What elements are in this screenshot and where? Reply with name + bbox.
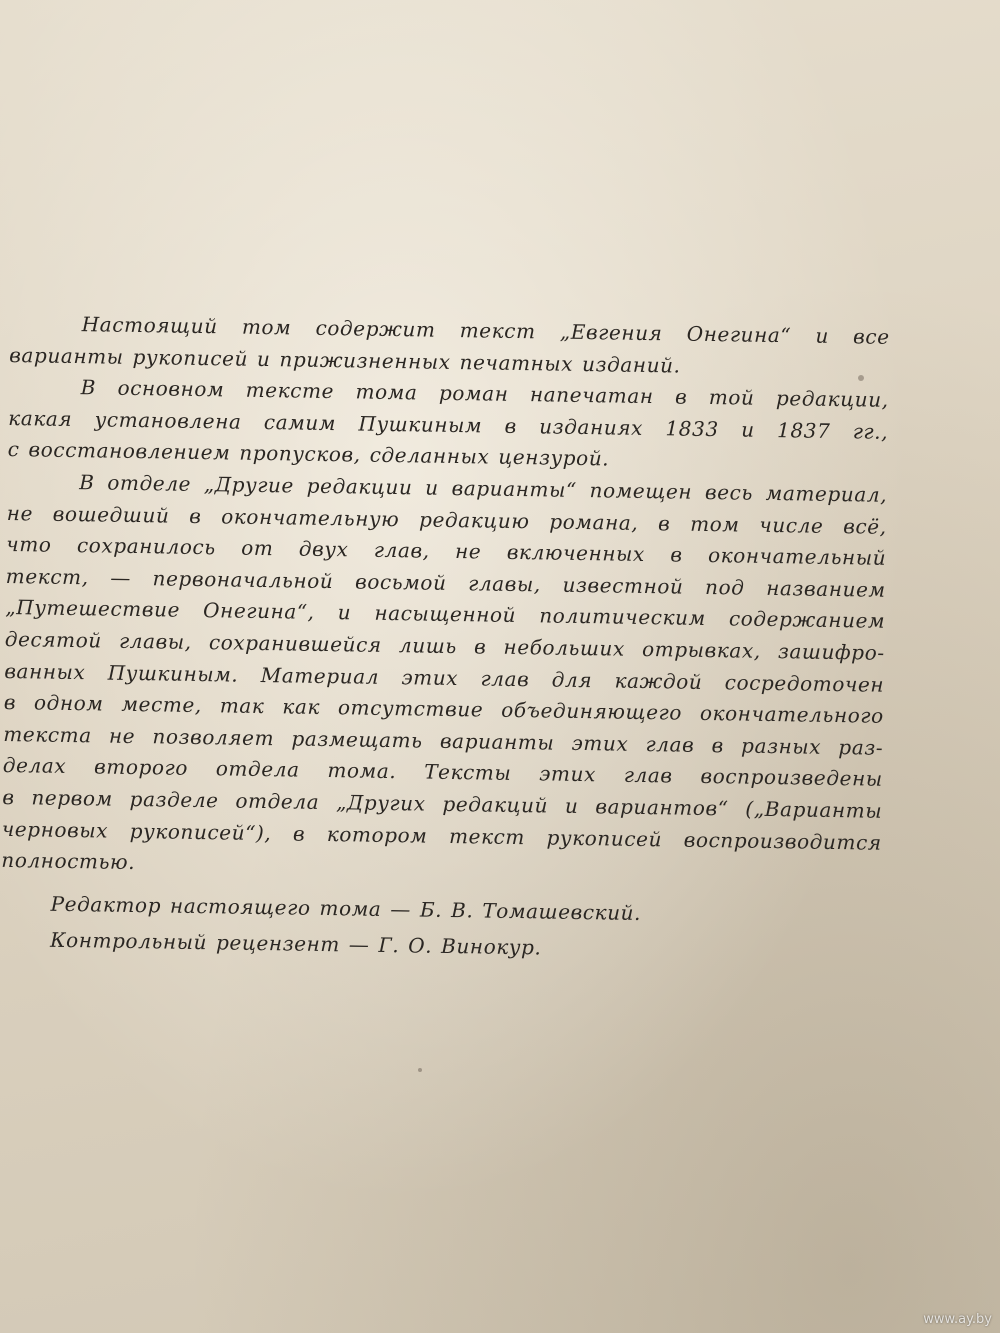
reviewer-credit: Контрольный рецензент — Г. О. Винокур. — [49, 927, 542, 960]
text-line: какая установлена самим Пушкиным в изданиях 1833 и 1837 гг., — [8, 405, 889, 444]
text-line: в первом разделе отдела „Других редакций и вариантов“ („Варианты — [2, 784, 883, 823]
text-line: варианты рукописей и прижизненных печатных изданий. — [9, 342, 681, 378]
text-line: что сохранилось от двух глав, не включенных в окончательный — [6, 532, 887, 570]
text-line: делах второго отдела тома. Тексты этих глав воспроизведены — [2, 753, 883, 792]
text-line: ванных Пушкиным. Материал этих глав для каждой сосредоточен — [4, 658, 885, 697]
text-line: с восстановлением пропусков, сделанных цензурой. — [7, 437, 610, 471]
paper-spot — [858, 375, 864, 381]
text-line: полностью. — [1, 848, 136, 875]
text-line: В основном тексте тома роман напечатан в той редакции, — [80, 375, 889, 412]
editor-credit: Редактор настоящего тома — Б. В. Томашевский. — [50, 891, 642, 925]
site-watermark: www.ay.by — [923, 1312, 992, 1327]
text-line: не вошедший в окончательную редакцию романа, в том числе всё, — [6, 500, 887, 539]
text-line: Настоящий том содержит текст „Евгения Онегина“ и все — [81, 312, 890, 349]
text-line: В отделе „Другие редакции и варианты“ помещен весь материал, — [79, 470, 888, 507]
text-line: черновых рукописей“), в котором текст рукописей воспроизводится — [1, 816, 882, 855]
paper-spot — [418, 1068, 422, 1072]
text-line: „Путешествие Онегина“, и насыщенной политическим содержанием — [5, 595, 886, 634]
page-text — [0, 308, 890, 970]
text-line: текста не позволяет размещать варианты этих глав в разных раз- — [3, 721, 884, 760]
text-line: текст, — первоначальной восьмой главы, известной под названием — [5, 563, 886, 602]
text-line: в одном месте, так как отсутствие объединяющего окончательного — [3, 690, 884, 728]
text-line: десятой главы, сохранившейся лишь в небольших отрывках, зашифро- — [4, 626, 885, 665]
